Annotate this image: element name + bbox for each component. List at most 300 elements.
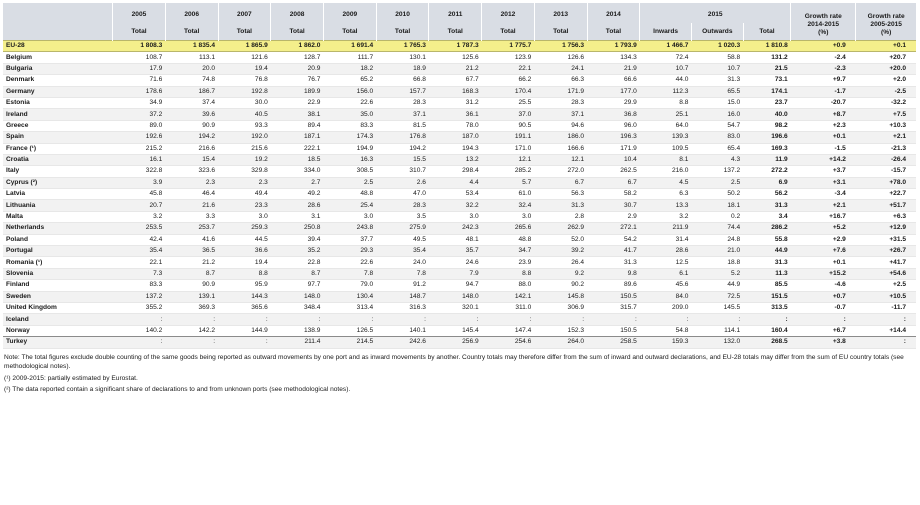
table-row [3, 120, 916, 131]
value-cell: 24.6 [429, 257, 482, 268]
growth-cell: +7.5 [856, 109, 916, 120]
value-cell: 214.5 [323, 337, 376, 348]
value-cell: 34.9 [113, 97, 166, 108]
value-cell: 22.1 [113, 257, 166, 268]
value-cell: : [691, 314, 743, 325]
value-cell: 1 756.3 [534, 41, 587, 52]
growth-cell: -3.4 [791, 189, 856, 200]
value-cell: 97.7 [271, 280, 324, 291]
value-cell: 35.7 [429, 246, 482, 257]
value-cell: 10.4 [587, 154, 640, 165]
value-cell: : [587, 314, 640, 325]
table-row [3, 280, 916, 291]
value-cell: 262.9 [534, 223, 587, 234]
table-row [3, 246, 916, 257]
value-cell: 44.5 [218, 234, 271, 245]
table-row [3, 234, 916, 245]
value-cell: 39.2 [534, 246, 587, 257]
value-cell: 194.9 [323, 143, 376, 154]
value-cell: 47.0 [376, 189, 429, 200]
growth-cell: +0.1 [856, 41, 916, 52]
header-year: 2005 [113, 3, 166, 23]
value-cell: 1 020.3 [691, 41, 743, 52]
value-cell: 5.2 [691, 268, 743, 279]
value-cell: 194.2 [376, 143, 429, 154]
value-cell: 8.7 [271, 268, 324, 279]
value-cell: 12.1 [482, 154, 535, 165]
value-cell: : [165, 337, 218, 348]
value-cell: 145.8 [534, 291, 587, 302]
growth-cell: +16.7 [791, 211, 856, 222]
value-cell: 131.2 [743, 52, 791, 63]
value-cell: 171.0 [482, 143, 535, 154]
value-cell: 39.6 [165, 109, 218, 120]
growth-cell: +0.1 [791, 257, 856, 268]
growth-cell: +10.5 [856, 291, 916, 302]
value-cell: 53.4 [429, 189, 482, 200]
value-cell: 3.2 [113, 211, 166, 222]
value-cell: 18.2 [323, 63, 376, 74]
value-cell: 186.0 [534, 132, 587, 143]
value-cell: 49.4 [218, 189, 271, 200]
value-cell: 194.3 [429, 143, 482, 154]
value-cell: 130.4 [323, 291, 376, 302]
table-row [3, 177, 916, 188]
growth-cell: +7.6 [791, 246, 856, 257]
value-cell: 148.0 [271, 291, 324, 302]
value-cell: 7.3 [113, 268, 166, 279]
growth-cell: -21.3 [856, 143, 916, 154]
value-cell: 44.0 [640, 75, 692, 86]
header-total: Total [482, 23, 535, 41]
value-cell: 54.7 [691, 120, 743, 131]
value-cell: 28.6 [271, 200, 324, 211]
value-cell: 169.3 [743, 143, 791, 154]
value-cell: 112.3 [640, 86, 692, 97]
value-cell: 3.1 [271, 211, 324, 222]
value-cell: 58.8 [691, 52, 743, 63]
growth-cell: +6.3 [856, 211, 916, 222]
value-cell: 65.5 [691, 86, 743, 97]
header-growth-2014-2015: Growth rate 2014-2015 (%) [791, 3, 856, 41]
value-cell: 7.8 [376, 268, 429, 279]
country-label: Portugal [3, 246, 113, 257]
value-cell: 21.9 [587, 63, 640, 74]
value-cell: 138.9 [271, 325, 324, 336]
value-cell: 48.8 [323, 189, 376, 200]
maritime-freight-table [3, 3, 916, 349]
value-cell: 37.7 [323, 234, 376, 245]
growth-cell: -0.7 [791, 302, 856, 313]
value-cell: 18.8 [691, 257, 743, 268]
value-cell: 151.5 [743, 291, 791, 302]
value-cell: 369.3 [165, 302, 218, 313]
value-cell: 35.4 [113, 246, 166, 257]
footnote: (¹) 2009-2015: partially estimated by Eurostat. [4, 374, 138, 382]
value-cell: 28.3 [534, 97, 587, 108]
value-cell: 211.9 [640, 223, 692, 234]
value-cell: 37.4 [165, 97, 218, 108]
growth-cell: +12.9 [856, 223, 916, 234]
growth-cell: -2.5 [856, 86, 916, 97]
value-cell: 178.6 [113, 86, 166, 97]
table-row [3, 86, 916, 97]
value-cell: 3.0 [429, 211, 482, 222]
value-cell: 166.6 [534, 143, 587, 154]
country-label: Denmark [3, 75, 113, 86]
value-cell: 113.1 [165, 52, 218, 63]
value-cell: 1 865.9 [218, 41, 271, 52]
value-cell: 355.2 [113, 302, 166, 313]
value-cell: 21.5 [743, 63, 791, 74]
value-cell: 191.1 [482, 132, 535, 143]
value-cell: 242.6 [376, 337, 429, 348]
value-cell: 55.8 [743, 234, 791, 245]
table-row [3, 291, 916, 302]
value-cell: 11.9 [743, 154, 791, 165]
value-cell: 72.5 [691, 291, 743, 302]
value-cell: 85.5 [743, 280, 791, 291]
growth-cell: -2.4 [791, 52, 856, 63]
value-cell: 34.7 [482, 246, 535, 257]
value-cell: 39.4 [271, 234, 324, 245]
value-cell: 215.6 [218, 143, 271, 154]
value-cell: 150.5 [587, 325, 640, 336]
value-cell: 157.7 [376, 86, 429, 97]
value-cell: 310.7 [376, 166, 429, 177]
value-cell: 109.5 [640, 143, 692, 154]
value-cell: 128.7 [271, 52, 324, 63]
value-cell: 242.3 [429, 223, 482, 234]
value-cell: 272.2 [743, 166, 791, 177]
value-cell: 36.8 [587, 109, 640, 120]
value-cell: 50.2 [691, 189, 743, 200]
value-cell: 15.0 [691, 97, 743, 108]
growth-cell: +2.9 [791, 234, 856, 245]
value-cell: 41.7 [587, 246, 640, 257]
value-cell: 79.0 [323, 280, 376, 291]
value-cell: 209.0 [640, 302, 692, 313]
country-label: Malta [3, 211, 113, 222]
value-cell: 58.2 [587, 189, 640, 200]
country-label: Romania (¹) [3, 257, 113, 268]
value-cell: 81.5 [376, 120, 429, 131]
value-cell: 253.7 [165, 223, 218, 234]
value-cell: 18.5 [271, 154, 324, 165]
value-cell: 66.6 [587, 75, 640, 86]
value-cell: 139.3 [640, 132, 692, 143]
value-cell: 16.3 [323, 154, 376, 165]
value-cell: 192.8 [218, 86, 271, 97]
value-cell: 31.3 [691, 75, 743, 86]
value-cell: 29.3 [323, 246, 376, 257]
growth-cell: +2.3 [791, 120, 856, 131]
value-cell: 192.0 [218, 132, 271, 143]
value-cell: : [640, 314, 692, 325]
value-cell: 137.2 [113, 291, 166, 302]
value-cell: 187.0 [429, 132, 482, 143]
value-cell: 21.2 [429, 63, 482, 74]
value-cell: 114.1 [691, 325, 743, 336]
value-cell: 21.6 [165, 200, 218, 211]
value-cell: 16.0 [691, 109, 743, 120]
value-cell: 35.4 [376, 246, 429, 257]
value-cell: 40.5 [218, 109, 271, 120]
country-label: Finland [3, 280, 113, 291]
table-row [3, 97, 916, 108]
value-cell: 44.9 [743, 246, 791, 257]
value-cell: 3.2 [640, 211, 692, 222]
value-cell: 194.2 [165, 132, 218, 143]
value-cell: 2.9 [587, 211, 640, 222]
value-cell: 25.1 [640, 109, 692, 120]
value-cell: 3.9 [113, 177, 166, 188]
value-cell: 286.2 [743, 223, 791, 234]
header-corner [3, 3, 113, 23]
value-cell: 243.8 [323, 223, 376, 234]
value-cell: 93.3 [218, 120, 271, 131]
growth-cell: -1.5 [791, 143, 856, 154]
value-cell: 254.6 [482, 337, 535, 348]
value-cell: 73.1 [743, 75, 791, 86]
value-cell: 250.8 [271, 223, 324, 234]
value-cell: : [323, 314, 376, 325]
value-cell: 3.0 [323, 211, 376, 222]
value-cell: 95.9 [218, 280, 271, 291]
value-cell: 89.0 [113, 120, 166, 131]
value-cell: 98.2 [743, 120, 791, 131]
value-cell: 176.8 [376, 132, 429, 143]
table-row [3, 223, 916, 234]
value-cell: 144.3 [218, 291, 271, 302]
value-cell: 3.4 [743, 211, 791, 222]
value-cell: 308.5 [323, 166, 376, 177]
value-cell: 2.3 [218, 177, 271, 188]
value-cell: 24.8 [691, 234, 743, 245]
value-cell: 25.4 [323, 200, 376, 211]
value-cell: 140.2 [113, 325, 166, 336]
header-year-2015: 2015 [640, 3, 791, 23]
country-label: Iceland [3, 314, 113, 325]
value-cell: 6.3 [640, 189, 692, 200]
value-cell: 42.4 [113, 234, 166, 245]
value-cell: 211.4 [271, 337, 324, 348]
value-cell: : [743, 314, 791, 325]
country-label: Italy [3, 166, 113, 177]
value-cell: 316.3 [376, 302, 429, 313]
value-cell: 12.5 [640, 257, 692, 268]
value-cell: 90.2 [534, 280, 587, 291]
value-cell: 315.7 [587, 302, 640, 313]
value-cell: : [429, 314, 482, 325]
growth-cell: +0.9 [791, 41, 856, 52]
value-cell: 258.5 [587, 337, 640, 348]
value-cell: 8.1 [640, 154, 692, 165]
value-cell: 31.3 [743, 200, 791, 211]
value-cell: 145.5 [691, 302, 743, 313]
header-total-2015: Total [743, 23, 791, 41]
table-row [3, 337, 916, 348]
value-cell: 26.4 [534, 257, 587, 268]
value-cell: 78.0 [429, 120, 482, 131]
growth-cell: : [856, 314, 916, 325]
growth-cell: +22.7 [856, 189, 916, 200]
country-label: Greece [3, 120, 113, 131]
value-cell: 45.6 [640, 280, 692, 291]
value-cell: 66.2 [482, 75, 535, 86]
value-cell: 36.6 [218, 246, 271, 257]
value-cell: 72.4 [640, 52, 692, 63]
value-cell: 2.7 [271, 177, 324, 188]
value-cell: : [534, 314, 587, 325]
value-cell: 168.3 [429, 86, 482, 97]
table-row [3, 257, 916, 268]
value-cell: 170.4 [482, 86, 535, 97]
value-cell: 15.4 [165, 154, 218, 165]
growth-cell: +20.0 [856, 63, 916, 74]
growth-cell: +20.7 [856, 52, 916, 63]
value-cell: 6.7 [587, 177, 640, 188]
value-cell: 32.4 [482, 200, 535, 211]
value-cell: 19.4 [218, 257, 271, 268]
value-cell: 334.0 [271, 166, 324, 177]
value-cell: 31.4 [640, 234, 692, 245]
value-cell: 6.9 [743, 177, 791, 188]
value-cell: 177.0 [587, 86, 640, 97]
value-cell: 320.1 [429, 302, 482, 313]
country-label: Sweden [3, 291, 113, 302]
value-cell: : [218, 314, 271, 325]
value-cell: 1 835.4 [165, 41, 218, 52]
value-cell: 36.1 [429, 109, 482, 120]
value-cell: 123.9 [482, 52, 535, 63]
value-cell: 142.1 [482, 291, 535, 302]
value-cell: 10.7 [640, 63, 692, 74]
growth-cell: +54.6 [856, 268, 916, 279]
value-cell: 3.0 [218, 211, 271, 222]
value-cell: 189.9 [271, 86, 324, 97]
table-row [3, 166, 916, 177]
value-cell: 90.9 [165, 280, 218, 291]
value-cell: : [376, 314, 429, 325]
value-cell: 91.2 [376, 280, 429, 291]
value-cell: 54.2 [587, 234, 640, 245]
value-cell: 125.6 [429, 52, 482, 63]
country-label: Poland [3, 234, 113, 245]
value-cell: 256.9 [429, 337, 482, 348]
growth-cell: +3.8 [791, 337, 856, 348]
growth-cell: +6.7 [791, 325, 856, 336]
value-cell: 56.2 [743, 189, 791, 200]
country-label: Bulgaria [3, 63, 113, 74]
table-row-eu28 [3, 41, 916, 52]
value-cell: 10.7 [691, 63, 743, 74]
table-row [3, 143, 916, 154]
value-cell: 222.1 [271, 143, 324, 154]
value-cell: 28.3 [376, 200, 429, 211]
value-cell: 1 808.3 [113, 41, 166, 52]
header-total: Total [323, 23, 376, 41]
value-cell: 28.3 [376, 97, 429, 108]
value-cell: 268.5 [743, 337, 791, 348]
value-cell: 2.3 [165, 177, 218, 188]
value-cell: 36.5 [165, 246, 218, 257]
value-cell: 3.0 [482, 211, 535, 222]
value-cell: 196.6 [743, 132, 791, 143]
value-cell: 67.7 [429, 75, 482, 86]
value-cell: 9.2 [534, 268, 587, 279]
value-cell: 272.1 [587, 223, 640, 234]
growth-cell: +31.5 [856, 234, 916, 245]
value-cell: 17.9 [113, 63, 166, 74]
value-cell: 37.1 [376, 109, 429, 120]
value-cell: 9.8 [587, 268, 640, 279]
value-cell: 126.5 [323, 325, 376, 336]
value-cell: 64.0 [640, 120, 692, 131]
table-row [3, 200, 916, 211]
value-cell: 28.6 [640, 246, 692, 257]
value-cell: 37.2 [113, 109, 166, 120]
footnote: Note: The total figures exclude double counting of the same goods being reported as outward movements by one port and as inward movements by another. Country totals may therefore differ from the sum of inward and outward declarations, and EU-28 totals may differ from the sum of EU country totals (see methodological notes). [4, 353, 904, 371]
value-cell: 90.9 [165, 120, 218, 131]
value-cell: 65.4 [691, 143, 743, 154]
value-cell: 152.3 [534, 325, 587, 336]
growth-cell: +0.7 [791, 291, 856, 302]
table-row [3, 302, 916, 313]
header-year: 2006 [165, 3, 218, 23]
header-total: Total [587, 23, 640, 41]
value-cell: 264.0 [534, 337, 587, 348]
value-cell: : [271, 314, 324, 325]
value-cell: 285.2 [482, 166, 535, 177]
value-cell: 66.8 [376, 75, 429, 86]
value-cell: 61.0 [482, 189, 535, 200]
value-cell: 3.5 [376, 211, 429, 222]
value-cell: 49.2 [271, 189, 324, 200]
footnote: (²) The data reported contain a significant share of declarations to and from unknown ports (see methodological notes). [4, 386, 351, 394]
value-cell: 1 862.0 [271, 41, 324, 52]
value-cell: 13.2 [429, 154, 482, 165]
value-cell: 306.9 [534, 302, 587, 313]
value-cell: 31.3 [587, 257, 640, 268]
footnotes [3, 353, 904, 395]
growth-cell: +8.7 [791, 109, 856, 120]
value-cell: 8.8 [640, 97, 692, 108]
value-cell: 313.5 [743, 302, 791, 313]
growth-cell: -20.7 [791, 97, 856, 108]
value-cell: 0.2 [691, 211, 743, 222]
value-cell: 186.7 [165, 86, 218, 97]
value-cell: 65.2 [323, 75, 376, 86]
value-cell: 156.0 [323, 86, 376, 97]
value-cell: 21.2 [165, 257, 218, 268]
value-cell: 7.8 [323, 268, 376, 279]
header-total: Total [113, 23, 166, 41]
value-cell: 7.9 [429, 268, 482, 279]
growth-cell: +15.2 [791, 268, 856, 279]
table-header [3, 3, 916, 41]
growth-cell: -2.3 [791, 63, 856, 74]
value-cell: 142.2 [165, 325, 218, 336]
growth-cell: -26.4 [856, 154, 916, 165]
value-cell: 44.9 [691, 280, 743, 291]
value-cell: : [113, 337, 166, 348]
table-row [3, 189, 916, 200]
value-cell: 16.1 [113, 154, 166, 165]
value-cell: 174.3 [323, 132, 376, 143]
country-label: United Kingdom [3, 302, 113, 313]
value-cell: 90.5 [482, 120, 535, 131]
